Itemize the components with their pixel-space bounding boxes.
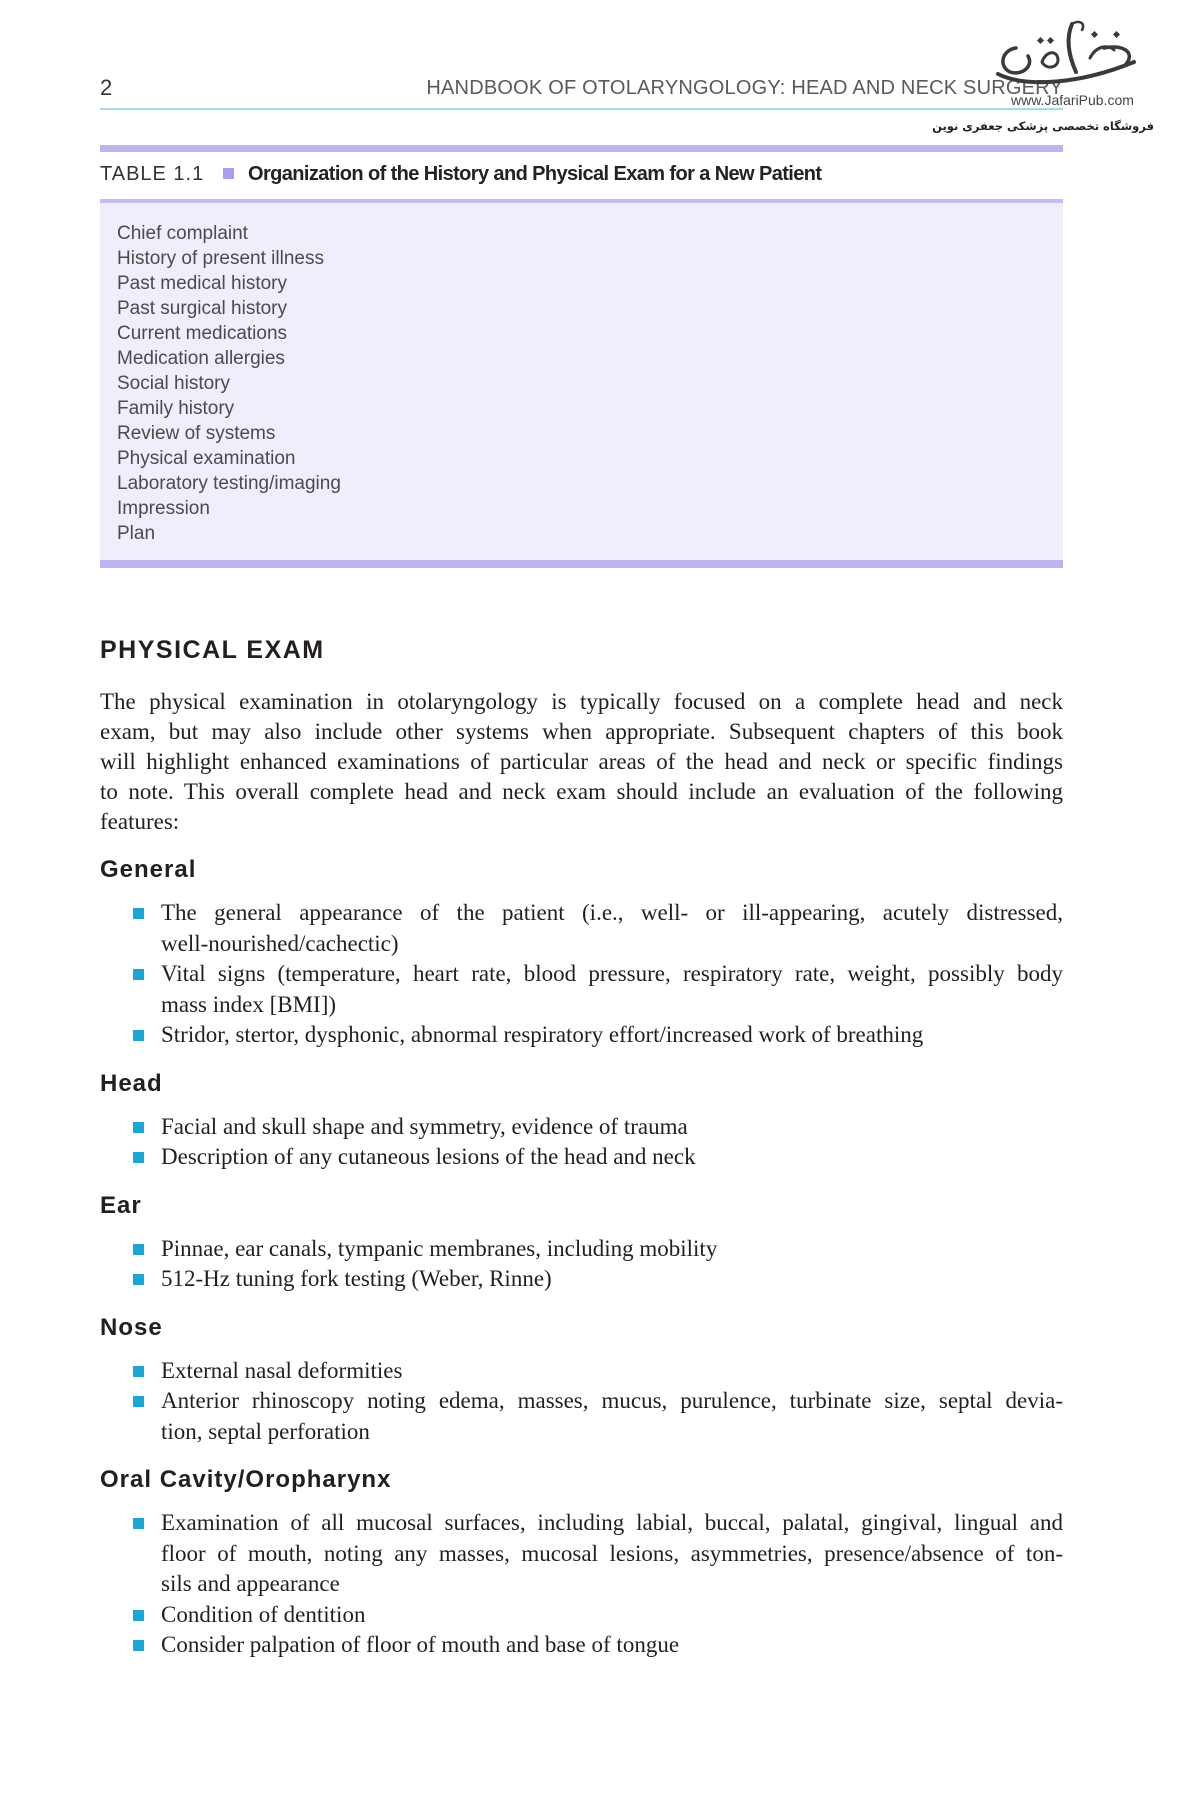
table-title: Organization of the History and Physical Exam for a New Patient xyxy=(248,163,822,185)
bullet-item xyxy=(161,1356,1063,1387)
table-item-list xyxy=(117,221,1017,546)
intro-paragraph xyxy=(100,687,1063,837)
page-number: 2 xyxy=(100,75,113,100)
bullet-item xyxy=(161,1264,1063,1295)
subsection-heading: Oral Cavity/Oropharynx xyxy=(100,1466,392,1493)
bullet-item xyxy=(161,1112,1063,1143)
bullet-list xyxy=(100,1356,1063,1448)
table-item: Past surgical history xyxy=(117,298,288,319)
bullet-line: Examination of all mucosal surfaces, including labial, buccal, palatal, gingival, lingual and xyxy=(161,1510,1063,1535)
subsection-heading: Head xyxy=(100,1069,163,1097)
square-bullet-icon xyxy=(133,1244,144,1255)
table-item: Plan xyxy=(117,523,156,544)
bullet-line: Pinnae, ear canals, tympanic membranes, including mobility xyxy=(161,1235,718,1261)
square-bullet-icon xyxy=(133,969,144,980)
bullet-list xyxy=(100,1234,1063,1295)
paragraph-line: exam, but may also include other systems when appropriate. Subsequent chapters of this book xyxy=(100,719,1063,744)
paragraph-line: to note. This overall complete head and neck exam should include an evaluation of the following xyxy=(100,779,1063,804)
bullet-line: well-nourished/cachectic) xyxy=(161,930,399,956)
table-item: Review of systems xyxy=(117,423,276,444)
subsection-heading: General xyxy=(100,856,197,883)
paragraph-line: The physical examination in otolaryngology is typically focused on a complete head and neck xyxy=(100,689,1063,714)
paragraph-line: features: xyxy=(100,809,180,834)
paragraph-line: will highlight enhanced examinations of particular areas of the head and neck or specific findings xyxy=(100,749,1063,774)
publisher-url: www.JafariPub.com xyxy=(1011,92,1134,108)
square-bullet-icon xyxy=(133,1152,144,1163)
bullet-line: Condition of dentition xyxy=(161,1601,366,1627)
bullet-item xyxy=(161,959,1063,1020)
square-bullet-icon xyxy=(133,1518,144,1529)
subsection-heading: Ear xyxy=(100,1191,142,1219)
table-item: Past medical history xyxy=(117,273,288,294)
square-bullet-icon xyxy=(133,1122,144,1133)
bullet-item xyxy=(161,1600,1063,1631)
bullet-line: The general appearance of the patient (i.e., well- or ill-appearing, acutely distressed, xyxy=(161,900,1063,925)
bullet-item xyxy=(161,1020,1063,1051)
bullet-item xyxy=(161,1630,1063,1661)
bullet-line: External nasal deformities xyxy=(161,1357,403,1383)
publisher-tagline: فروشگاه تخصصی پزشکی جعفری نوین xyxy=(932,119,1154,133)
bullet-list xyxy=(100,1508,1063,1661)
square-bullet-icon xyxy=(133,908,144,919)
running-title: HANDBOOK OF OTOLARYNGOLOGY: HEAD AND NECK SURGERY xyxy=(426,77,1063,99)
square-bullet-icon xyxy=(133,1640,144,1651)
table-item: Laboratory testing/imaging xyxy=(117,473,341,494)
subsection-heading: Nose xyxy=(100,1313,163,1341)
bullet-line: floor of mouth, noting any masses, mucosal lesions, asymmetries, presence/absence of ton- xyxy=(161,1540,1063,1566)
exam-subsections xyxy=(100,855,1063,1661)
bullet-line: tion, septal perforation xyxy=(161,1418,370,1444)
bullet-line: Facial and skull shape and symmetry, evidence of trauma xyxy=(161,1113,688,1139)
subsection-ear xyxy=(100,1191,1063,1295)
bullet-line: Anterior rhinoscopy noting edema, masses, mucus, purulence, turbinate size, septal devia- xyxy=(161,1388,1063,1413)
bullet-item xyxy=(161,898,1063,959)
table-item: Social history xyxy=(117,373,230,394)
subsection-oral-cavity-oropharynx xyxy=(100,1465,1063,1661)
table-label: TABLE 1.1 xyxy=(100,163,205,185)
bullet-list xyxy=(100,898,1063,1051)
square-bullet-icon xyxy=(133,1610,144,1621)
table-item: Impression xyxy=(117,498,210,519)
table-item: Family history xyxy=(117,398,235,419)
table-item: History of present illness xyxy=(117,248,324,269)
bullet-line: Stridor, stertor, dysphonic, abnormal respiratory effort/increased work of breathing xyxy=(161,1022,924,1047)
square-bullet-icon xyxy=(133,1030,144,1041)
bullet-item xyxy=(161,1234,1063,1265)
table-item: Medication allergies xyxy=(117,348,285,369)
bullet-line: sils and appearance xyxy=(161,1571,340,1596)
bullet-list xyxy=(100,1112,1063,1173)
square-bullet-icon xyxy=(133,1274,144,1285)
section-heading: PHYSICAL EXAM xyxy=(100,636,325,664)
table-item: Physical examination xyxy=(117,448,296,469)
bullet-line: Description of any cutaneous lesions of the head and neck xyxy=(161,1144,696,1169)
square-bullet-icon xyxy=(133,1396,144,1407)
subsection-general xyxy=(100,855,1063,1051)
bullet-line: 512-Hz tuning fork testing (Weber, Rinne) xyxy=(161,1266,552,1291)
bullet-item xyxy=(161,1508,1063,1600)
bullet-line: mass index [BMI]) xyxy=(161,991,337,1017)
table-top-rule xyxy=(100,145,1063,152)
square-bullet-icon xyxy=(133,1366,144,1377)
bullet-line: Consider palpation of floor of mouth and base of tongue xyxy=(161,1632,680,1657)
header-rule xyxy=(100,108,1063,110)
subsection-head xyxy=(100,1069,1063,1173)
publisher-logo-icon xyxy=(992,18,1142,98)
bullet-line: Vital signs (temperature, heart rate, blood pressure, respiratory rate, weight, possibly body xyxy=(161,961,1063,986)
section-content xyxy=(100,687,1063,1661)
square-marker-icon xyxy=(223,168,234,179)
subsection-nose xyxy=(100,1313,1063,1448)
table-bottom-rule xyxy=(100,560,1063,568)
table-item: Chief complaint xyxy=(117,223,248,244)
table-item: Current medications xyxy=(117,323,288,344)
bullet-item xyxy=(161,1142,1063,1173)
bullet-item xyxy=(161,1386,1063,1447)
